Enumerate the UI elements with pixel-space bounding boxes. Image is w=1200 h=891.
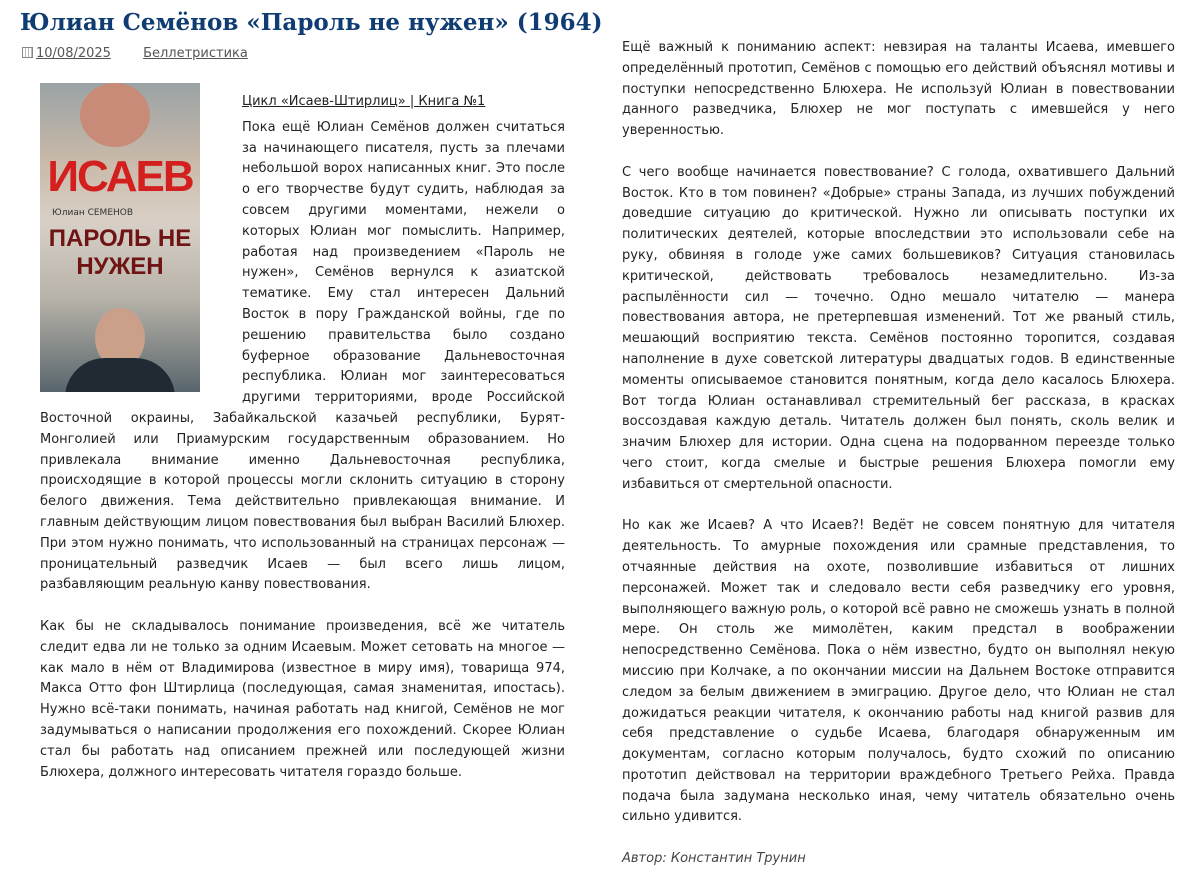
cover-author: Юлиан СЕМЕНОВ bbox=[52, 208, 134, 218]
calendar-icon bbox=[22, 47, 33, 58]
left-column bbox=[40, 92, 565, 804]
cover-subtitle: ПАРОЛЬ НЕ НУЖЕН bbox=[48, 225, 192, 280]
cover-portrait-top bbox=[80, 83, 150, 147]
cover-suit bbox=[65, 358, 175, 392]
author-signature: Автор: Константин Трунин bbox=[622, 851, 806, 867]
right-column bbox=[622, 38, 1175, 891]
page-title: Юлиан Семёнов «Пароль не нужен» (1964) bbox=[20, 9, 603, 36]
paragraph: С чего вообще начинается повествование? С голода, охватившего Дальний Восток. Кто в том повинен? «Добрые» страны Запада, из лучших побуждений доведшие ситуацию до критической. Нужно ли описывать поступки их политических деятелей, которые впоследствии это использовали себе на руку, обвиняя в голоде уже самих большевиков? Ситуация становилась критической, действовать требовалось незамедлительно. Из-за распылённости сил — точечно. Одно мешало читателю — манера повествования автора, не претерпевшая изменений. Тот же рваный стиль, мешающий восприятию текста. Семёнов постоянно торопится, создавая наполнение в духе советской литературы двадцатых годов. В единственные моменты описываемое становится понятным, когда дело касалось Блюхера. Вот тогда Юлиан останавливал стремительный бег рассказа, в красках воссоздавая каждую деталь. Читатель должен был понять, сколь велик и значим Блюхер для истории. Одна сцена на подорванном переезде только чего стоит, когда смелые и быстрые решения Блюхера помогли ему избавиться от смертельной опасности. bbox=[622, 164, 1175, 492]
book-cover-image bbox=[40, 83, 200, 392]
paragraph: Ещё важный к пониманию аспект: невзирая на таланты Исаева, имевшего определённый прототип, Семёнов с помощью его действий объяснял мотивы и поступки непосредственно Блюхера. Не используй Юлиан в повествовании данного разведчика, Блюхер не мог поступать с имевшейся у него уверенностью. bbox=[622, 40, 1175, 139]
paragraph: Пока ещё Юлиан Семёнов должен считаться за начинающего писателя, пусть за плечами небольшой ворох написанных книг. Это после о его творчестве будут судить, наблюдая за совсем другими моментами, нежели о которых Юлиан мог помыслить. Например, работая над произведением «Пароль не нужен», Семёнов вернулся к азиатской тематике. Ему стал интересен Дальний Восток в пору Гражданской войны, где по решению правительства было создано буферное образование Дальневосточная республика. Юлиан мог заинтересоваться другими территориями, вроде Российской Восточной окраины, Забайкальской казачьей республики, Бурят-Монголией или Приамурским государственным образованием. Но привлекала внимание именно Дальневосточная республика, происходящие в которой процессы могли склонить ситуацию в сторону белого движения. Тема действительно привлекающая внимание. И главным действующим лицом повествования был выбран Василий Блюхер. При этом нужно понимать, что использованный на страницах персонаж — проницательный разведчик Исаев — был всего лишь лицом, разбавляющим реальную канву повествования. bbox=[40, 119, 565, 593]
cycle-link[interactable]: Цикл «Исаев-Штирлиц» | Книга №1 bbox=[242, 94, 486, 109]
post-meta bbox=[22, 45, 248, 63]
category-link[interactable]: Беллетристика bbox=[143, 46, 248, 61]
cover-title: ИСАЕВ bbox=[47, 152, 193, 201]
paragraph: Как бы не складывалось понимание произведения, всё же читатель следит едва ли не только за одним Исаевым. Может сетовать на многое — как мало в нём от Владимирова (известное в миру имя), товарища 974, Макса Отто фон Штирлица (последующая, самая знаменитая, ипостась). Нужно всё-таки понимать, начиная работать над книгой, Семёнов не мог задумываться о написании продолжения его похождений. Скорее Юлиан стал бы работать над описанием прежней или последующей жизни Блюхера, должного интересовать читателя гораздо больше. bbox=[40, 618, 565, 780]
post-date-link[interactable]: 10/08/2025 bbox=[36, 46, 111, 61]
paragraph: Но как же Исаев? А что Исаев?! Ведёт не совсем понятную для читателя деятельность. То амурные похождения или срамные представления, то отчаянные действия на охоте, позволившие избавиться от лишних персонажей. Может так и следовало вести себя разведчику его уровня, выполняющего важную роль, о которой всё равно не сможешь узнать в полной мере. Он столь же мимолётен, каким предстал в воображении непосредственно Семёнова. Пока о нём известно, будто он выполнял некую миссию при Колчаке, а по окончании миссии на Дальнем Востоке отправится следом за белым движением в эмиграцию. Другое дело, что Юлиан не стал дожидаться реакции читателя, к окончанию работы над книгой развив для себя представление о судьбе Исаева, благодаря обнаруженным им документам, согласно которым получалось, будто схожий по описанию прототип действовал на территории враждебного Третьего Рейха. Правда подача была задумана несколько иная, чему читатель обязательно очень сильно удивится. bbox=[622, 518, 1175, 825]
